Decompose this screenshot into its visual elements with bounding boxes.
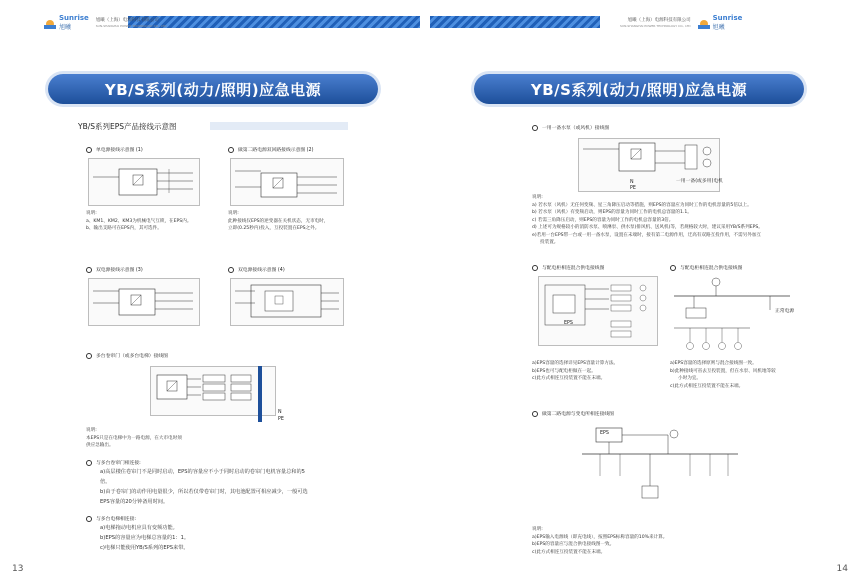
note-line: b)EPS也可与配电柜做在一起。 xyxy=(532,368,596,374)
right-header-logo xyxy=(620,14,742,38)
diagram-mixed1 xyxy=(538,276,658,346)
note-line: c)此方式相连互投装置不能在末端。 xyxy=(670,383,744,389)
label-n: N xyxy=(630,180,634,185)
label-eps: EPS xyxy=(600,431,609,436)
company-cn: 旭曦（上海）电源科技有限公司 xyxy=(627,18,691,23)
list-item: 倍。 xyxy=(100,479,111,485)
note-line: c)此方式相连互投装置不能在末端。 xyxy=(532,376,606,381)
note-line: 小时为宜。 xyxy=(678,376,701,381)
brand-en: Sunrise xyxy=(59,14,89,22)
note-line: b)此种接线可省去互投装置，但在水泵、风机地等较 xyxy=(670,368,776,374)
brand-en: Sunrise xyxy=(712,14,743,22)
note-line: 说明: xyxy=(532,527,543,532)
section-dual-power-title: 双电源接线示意图 (3) xyxy=(86,266,143,273)
note-single xyxy=(86,210,191,233)
note-line: a) 若水泵（风机）无任何变频、星三角降压启动等措施，则EPS的容量应为同时工作的电机容量的5倍以上。 xyxy=(532,202,752,208)
note-line: 立即(0.25秒内)投入，互投装置在EPS之外。 xyxy=(228,226,320,231)
left-subtitle: YB/S系列EPS产品接线示意图 xyxy=(78,122,177,131)
diagram-dual-power xyxy=(88,278,200,326)
label-pe: PE xyxy=(278,417,284,422)
sunrise-logo-icon xyxy=(44,17,56,29)
note-mixed2 xyxy=(670,360,776,390)
brand-cn: 旭曦 xyxy=(712,24,725,31)
note-mixed1 xyxy=(532,360,618,383)
note-line: 说明: xyxy=(86,211,97,216)
note-line: 供应急输出。 xyxy=(86,443,114,448)
note-pump xyxy=(532,194,763,247)
diagram-dual-switch xyxy=(230,158,344,206)
page-number-right: 14 xyxy=(836,564,848,574)
page-title-text: YB/S系列(动力/照明)应急电源 xyxy=(530,80,748,99)
right-page xyxy=(430,0,860,582)
diagram-dual-power2 xyxy=(230,278,344,326)
note-line: c)此方式相连互投装置不能在末端。 xyxy=(532,549,606,555)
page-title xyxy=(48,74,378,104)
diagram-mixed2 xyxy=(670,276,794,356)
subtitle-bar xyxy=(210,122,348,130)
elevator-conn-title: 与多台电梯相连接: xyxy=(86,515,136,522)
note-line: b)EPS的容量应与混合供电接线图一致。 xyxy=(532,542,615,547)
section-pump-title: 一用一备水泵（或风机）接线图 xyxy=(532,124,609,131)
note-line: d) 上述可为规格较小的消防水泵、喷淋泵、供水泵(排风机、送风机)等，若规格较大时，建议采用YB/S系列EPS。 xyxy=(532,225,763,230)
company-en: SUN-SHANGHAI POWER TECHNOLOGY CO., LTD xyxy=(620,24,691,28)
note-line: a)EPS容量的选择详见EPS容量计算方法。 xyxy=(532,361,619,366)
bus-bar xyxy=(258,366,262,422)
elevator-conn-list xyxy=(100,523,189,553)
section-dual-switch-title: 做第二路电源双回路接线示意图 (2) xyxy=(228,146,313,153)
header-band xyxy=(430,16,600,28)
section-transformer-title: 做第二路电源与变电所相连接线图 xyxy=(532,410,614,417)
section-rolling-title: 多台卷帘门（或多台电梯）接线图 xyxy=(86,352,168,359)
diagram-transformer xyxy=(580,424,740,520)
label-normal-power: 正常电源 xyxy=(775,309,795,314)
list-item: a)电梯拖动电机应具有变频功能。 xyxy=(100,525,178,531)
note-transformer xyxy=(532,526,667,556)
note-line: a)EPS输入电源线（即充电线），按照EPS标称容量的10%来计算。 xyxy=(532,534,668,540)
note-line: a、KM1、KM2、KM3为机械电气互锁，在EPS内。 xyxy=(86,218,192,224)
section-mixed1-title: 与配电柜相连混合供电接线图 xyxy=(532,264,604,271)
note-line: b) 若水泵（风机）有变频启动，则EPS的容量为同时工作的电机总容量的1.1。 xyxy=(532,210,692,215)
list-item: c)电梯只能使用YB/S系列的EPS来带。 xyxy=(100,545,189,551)
pump-caption: 一用一备(或多用)电机 xyxy=(676,179,723,184)
company-en: SUN-SHANGHAI POWER TECHNOLOGY CO., LTD xyxy=(95,24,167,28)
rolling-conn-list xyxy=(100,467,308,507)
section-dual-power2-title: 双电源接线示意图 (4) xyxy=(228,266,285,273)
note-rolling xyxy=(86,427,182,450)
note-line: 说明: xyxy=(86,428,97,433)
sunrise-logo-icon xyxy=(698,17,710,29)
note-line: c) 若需三角降压启动，则EPS的容量为同时工作的电机总容量的3倍。 xyxy=(532,217,674,223)
list-item: a)高层楼住卷帘门不是同时启动，EPS的容量应不小于同时启动的卷帘门电机容量总和的5 xyxy=(100,469,305,475)
list-item: b)EPS的容量应为电梯总容量的1：1。 xyxy=(100,535,190,541)
page-title-text: YB/S系列(动力/照明)应急电源 xyxy=(104,80,322,99)
note-dual-switch xyxy=(228,210,328,233)
header-band xyxy=(128,16,420,28)
label-pe: PE xyxy=(630,186,636,191)
note-line: 说明: xyxy=(228,211,239,216)
note-line: 本EPS只是在电梯中为一路电源，在大市电时须 xyxy=(86,435,182,441)
list-item: b)由于卷帘门的动作用电量很少，所以若仅带卷帘门时，其电池配置可相应减少，一般可选 xyxy=(100,489,308,495)
note-line: 说明: xyxy=(532,195,543,200)
note-line: a)EPS容量的选择原则与混合接线图一致。 xyxy=(670,361,757,366)
page-number-left: 13 xyxy=(12,564,24,574)
note-line: 此种接线仅EPS的逆变器在关机状态，无市电时， xyxy=(228,218,329,224)
note-line: 投装置。 xyxy=(540,240,559,245)
label-n: N xyxy=(278,410,282,415)
page-title xyxy=(474,74,804,104)
rolling-conn-title: 与多台卷帘门相连接: xyxy=(86,459,141,466)
section-single-title: 单电源接线示意图 (1) xyxy=(86,146,143,153)
note-line: b、输出支路可在EPS内，其可选件。 xyxy=(86,226,162,231)
list-item: EPS容量的20分钟备用时间。 xyxy=(100,499,169,505)
label-eps: EPS xyxy=(564,321,573,326)
diagram-single xyxy=(88,158,200,206)
left-header-logo xyxy=(44,14,166,38)
note-line: e)若用一台EPS带一台或一用一备水泵，设置在末端时，接有第二电源作用，迁高有双路互投作用，不需另外加互 xyxy=(532,232,762,238)
section-mixed2-title: 与配电柜相连混合供电接线图 xyxy=(670,264,742,271)
brand-cn: 旭曦 xyxy=(59,24,72,31)
company-cn: 旭曦（上海）电源科技有限公司 xyxy=(95,18,159,23)
